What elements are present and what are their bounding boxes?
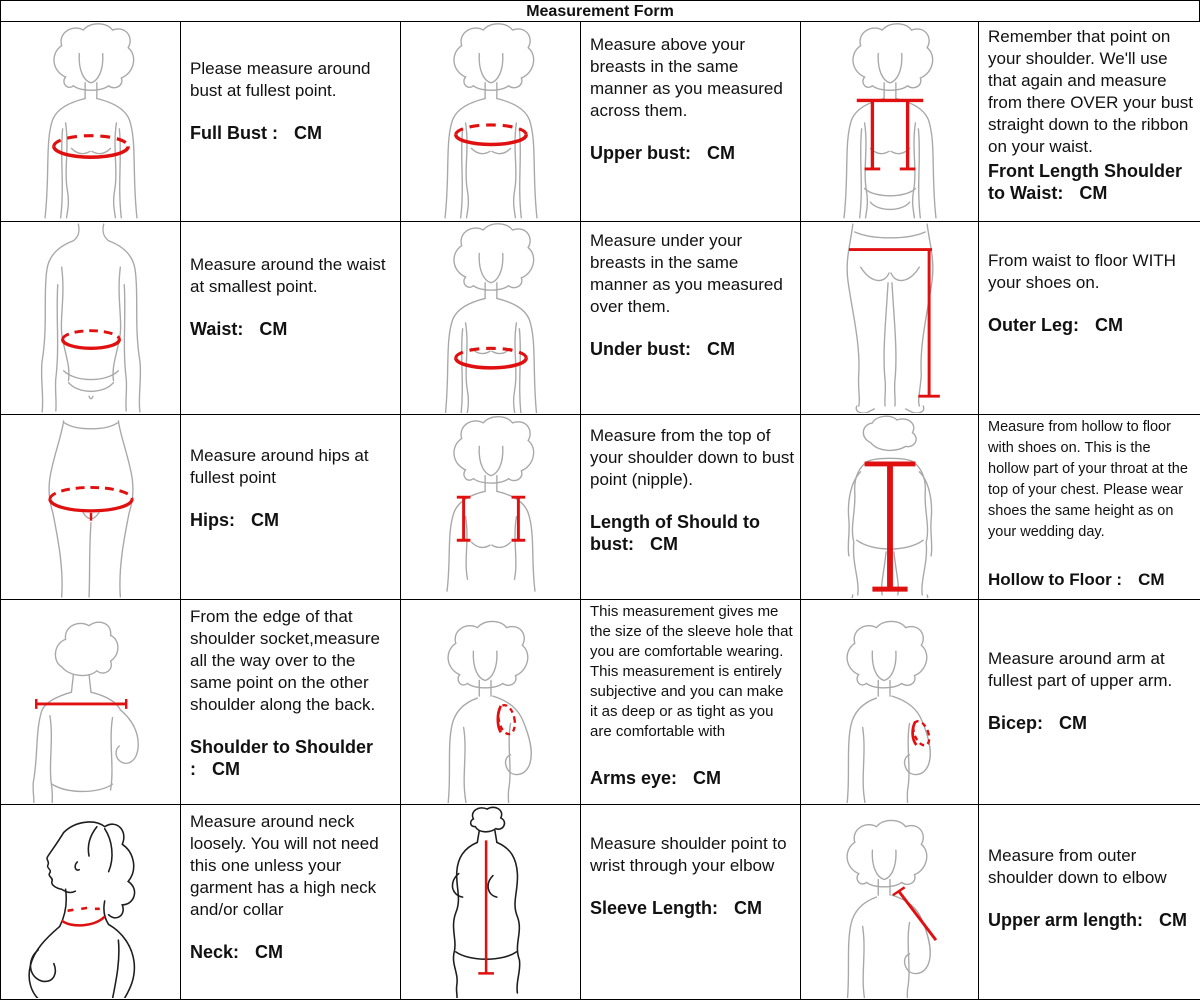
cell-upper-bust bbox=[581, 22, 801, 222]
unit-text: CM bbox=[1079, 183, 1108, 203]
instruction-hollow-to-floor: Measure from hollow to floor with shoes on. This is the hollow part of your throat at the top of your chest. Please wear shoes the same height as on your wedding day. bbox=[988, 419, 1188, 540]
instruction-front-length: Remember that point on your shoulder. We'll use that again and measure from there OVER your bust straight down to the ribbon on your waist. bbox=[988, 27, 1194, 156]
label-text: Sleeve Length: bbox=[590, 898, 719, 918]
measurement-grid bbox=[1, 22, 1200, 1000]
label-upper-arm-length bbox=[988, 909, 1195, 931]
instruction-waist: Measure around the waist at smallest point. bbox=[190, 255, 386, 296]
cell-hips bbox=[181, 415, 401, 600]
instruction-under-bust: Measure under your breasts in the same manner as you measured over them. bbox=[590, 231, 783, 316]
unit-text: CM bbox=[259, 319, 288, 339]
arms-eye-figure bbox=[401, 600, 581, 805]
unit-text: CM bbox=[1095, 315, 1124, 335]
label-text: Outer Leg: bbox=[988, 315, 1080, 335]
front-length-shoulder-to-waist-figure bbox=[801, 22, 979, 222]
form-title: Measurement Form bbox=[1, 1, 1200, 22]
unit-text: CM bbox=[251, 510, 279, 530]
neck-figure bbox=[1, 805, 181, 1000]
label-text: Bicep: bbox=[988, 713, 1044, 733]
cell-arms-eye bbox=[581, 600, 801, 805]
unit-text: CM bbox=[734, 898, 763, 918]
label-outer-leg bbox=[988, 314, 1195, 336]
full-bust-figure bbox=[1, 22, 181, 222]
upper-bust-illustration bbox=[403, 22, 579, 220]
instruction-shoulder-to-bust: Measure from the top of your shoulder down to bust point (nipple). bbox=[590, 426, 795, 489]
neck-illustration bbox=[3, 805, 179, 998]
shoulder-to-bust-figure bbox=[401, 415, 581, 600]
instruction-upper-bust: Measure above your breasts in the same manner as you measured across them. bbox=[590, 35, 783, 120]
shoulder-to-bust-illustration bbox=[403, 415, 579, 598]
full-bust-illustration bbox=[3, 22, 179, 220]
label-hips bbox=[190, 509, 395, 531]
unit-text: CM bbox=[212, 759, 240, 779]
label-neck bbox=[190, 941, 395, 963]
cell-shoulder-to-shoulder bbox=[181, 600, 401, 805]
under-bust-illustration bbox=[403, 222, 579, 413]
label-text: Upper arm length: bbox=[988, 910, 1144, 930]
sleeve-length-figure bbox=[401, 805, 581, 1000]
unit-text: CM bbox=[1159, 910, 1188, 930]
label-text: Neck: bbox=[190, 942, 240, 962]
instruction-upper-arm-length: Measure from outer shoulder down to elbow bbox=[988, 846, 1167, 887]
hollow-to-floor-figure bbox=[801, 415, 979, 600]
hollow-to-floor-illustration bbox=[802, 415, 978, 598]
waist-figure bbox=[1, 222, 181, 415]
cell-bicep bbox=[979, 600, 1200, 805]
unit-text: CM bbox=[294, 123, 322, 143]
label-text: Arms eye: bbox=[590, 768, 678, 788]
cell-upper-arm-length bbox=[979, 805, 1200, 1000]
cell-shoulder-to-bust bbox=[581, 415, 801, 600]
label-upper-bust bbox=[590, 142, 795, 164]
upper-bust-figure bbox=[401, 22, 581, 222]
hips-figure bbox=[1, 415, 181, 600]
label-bicep bbox=[988, 712, 1195, 734]
bicep-figure bbox=[801, 600, 979, 805]
instruction-bicep: Measure around arm at fullest part of upper arm. bbox=[988, 649, 1173, 690]
label-waist bbox=[190, 318, 395, 340]
cell-outer-leg bbox=[979, 222, 1200, 415]
unit-text: CM bbox=[1059, 713, 1088, 733]
bicep-illustration bbox=[802, 600, 978, 803]
unit-text: CM bbox=[255, 942, 284, 962]
label-text: Upper bust: bbox=[590, 143, 691, 163]
hips-illustration bbox=[3, 415, 179, 598]
cell-waist bbox=[181, 222, 401, 415]
instruction-hips: Measure around hips at fullest point bbox=[190, 446, 369, 487]
instruction-neck: Measure around neck loosely. You will not need this one unless your garment has a high neck and/or collar bbox=[190, 812, 379, 919]
cell-full-bust bbox=[181, 22, 401, 222]
outer-leg-illustration bbox=[802, 222, 978, 413]
instruction-outer-leg: From waist to floor WITH your shoes on. bbox=[988, 251, 1176, 292]
label-under-bust bbox=[590, 338, 795, 360]
cell-sleeve-length bbox=[581, 805, 801, 1000]
instruction-sleeve-length: Measure shoulder point to wrist through your elbow bbox=[590, 834, 787, 875]
sleeve-length-illustration bbox=[403, 805, 579, 998]
label-text: Length of Should to bust: bbox=[590, 512, 760, 554]
shoulder-to-shoulder-illustration bbox=[3, 600, 179, 803]
label-text: Front Length Shoulder to Waist: bbox=[988, 161, 1182, 203]
unit-text: CM bbox=[707, 339, 735, 359]
front-length-illustration bbox=[802, 22, 978, 220]
instruction-shoulder-to-shoulder: From the edge of that shoulder socket,measure all the way over to the same point on the other shoulder along the back. bbox=[190, 607, 380, 714]
label-front-length bbox=[988, 160, 1195, 204]
waist-illustration bbox=[3, 222, 179, 413]
unit-text: CM bbox=[707, 143, 735, 163]
upper-arm-length-figure bbox=[801, 805, 979, 1000]
upper-arm-length-illustration bbox=[802, 805, 978, 998]
unit-text: CM bbox=[650, 534, 678, 554]
cell-neck bbox=[181, 805, 401, 1000]
unit-text: CM bbox=[1138, 570, 1165, 589]
label-text: Full Bust : bbox=[190, 123, 278, 143]
under-bust-figure bbox=[401, 222, 581, 415]
cell-front-length bbox=[979, 22, 1200, 222]
label-text: Waist: bbox=[190, 319, 244, 339]
cell-under-bust bbox=[581, 222, 801, 415]
label-text: Shoulder to Shoulder : bbox=[190, 737, 373, 779]
outer-leg-figure bbox=[801, 222, 979, 415]
label-full-bust bbox=[190, 122, 395, 144]
instruction-full-bust: Please measure around bust at fullest point. bbox=[190, 59, 371, 100]
arms-eye-illustration bbox=[403, 600, 579, 803]
cell-hollow-to-floor bbox=[979, 415, 1200, 600]
shoulder-to-shoulder-figure bbox=[1, 600, 181, 805]
label-shoulder-to-shoulder bbox=[190, 736, 395, 780]
unit-text: CM bbox=[693, 768, 722, 788]
label-text: Hips: bbox=[190, 510, 235, 530]
label-shoulder-to-bust bbox=[590, 511, 795, 555]
label-text: Under bust: bbox=[590, 339, 691, 359]
label-text: Hollow to Floor : bbox=[988, 570, 1123, 589]
label-arms-eye bbox=[590, 768, 795, 788]
label-sleeve-length bbox=[590, 897, 795, 919]
label-hollow-to-floor bbox=[988, 569, 1195, 590]
instruction-arms-eye: This measurement gives me the size of the sleeve hole that you are comfortable wearing. This measurement is entirely subjective and you can make it as deep or as tight as you are comfortable with bbox=[590, 603, 793, 740]
